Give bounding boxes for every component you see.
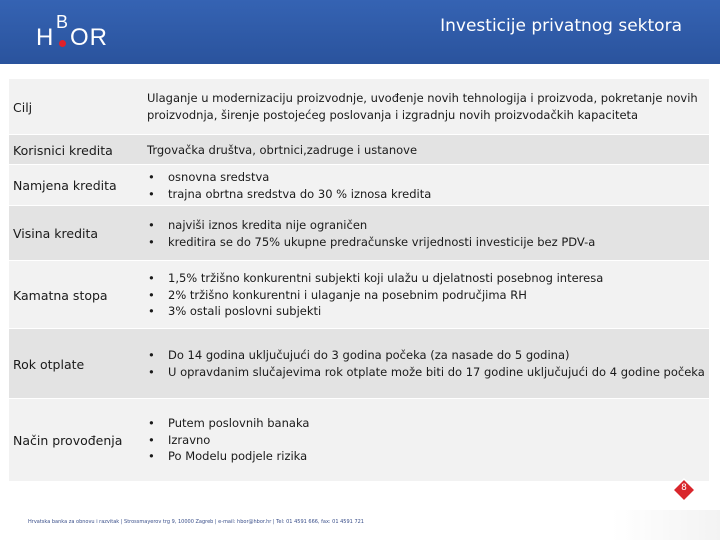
list-item-text: Izravno xyxy=(168,432,211,447)
list-item-text: 3% ostali poslovni subjekti xyxy=(168,304,322,319)
logo-red-dot xyxy=(59,40,66,47)
row-text: Ulaganje u modernizaciju proizvodnje, uvođenje novih tehnologija i proizvoda, pokretanje novih proizvodnja, širenje postojećeg poslovanja i izgradnju novih proizvodačkih kapaciteta xyxy=(147,91,698,122)
list-item xyxy=(146,217,709,234)
list-item xyxy=(146,364,709,381)
row-content xyxy=(146,329,709,399)
row-label: Rok otplate xyxy=(13,356,85,372)
bullet-mark: • xyxy=(148,186,155,201)
list-item xyxy=(146,347,709,364)
list-item xyxy=(146,432,709,449)
hbor-logo xyxy=(36,14,116,54)
row-content xyxy=(146,165,709,206)
footer-contact-text: Hrvatska banka za obnovu i razvitak | Strossmayerov trg 9, 10000 Zagreb | e-mail: hbor@hbor.hr | Tel: 01 4591 666, fax: 01 4591 721 xyxy=(28,519,364,525)
footer-bar xyxy=(0,510,720,540)
bullet-mark: • xyxy=(148,415,155,430)
table-row-rok xyxy=(9,328,709,399)
bullet-mark: • xyxy=(148,270,155,285)
bullet-mark: • xyxy=(148,234,155,249)
list-item xyxy=(146,287,709,304)
bullet-mark: • xyxy=(148,217,155,232)
table-row-namjena xyxy=(9,164,709,206)
list-item-text: Po Modelu podjele rizika xyxy=(168,449,308,464)
info-table xyxy=(9,78,709,480)
logo-letter-h: H xyxy=(36,24,55,51)
bullet-mark: • xyxy=(148,432,155,447)
bullet-mark: • xyxy=(148,304,155,319)
bullet-mark: • xyxy=(148,348,155,363)
slide-header xyxy=(0,0,720,64)
list-item-text: trajna obrtna sredstva do 30 % iznosa kredita xyxy=(168,186,432,201)
row-label: Kamatna stopa xyxy=(13,287,108,303)
row-text: Trgovačka društva, obrtnici,zadruge i ustanove xyxy=(147,142,418,157)
logo-letters-or: OR xyxy=(70,24,108,51)
list-item xyxy=(146,270,709,287)
list-item-text: 1,5% tržišno konkurentni subjekti koji ulažu u djelatnosti posebnog interesa xyxy=(168,270,604,285)
row-content xyxy=(146,135,709,165)
table-row-nacin xyxy=(9,398,709,481)
table-row-cilj xyxy=(9,78,709,135)
row-content xyxy=(146,79,709,135)
bullet-mark: • xyxy=(148,365,155,379)
table-row-visina xyxy=(9,205,709,261)
list-item xyxy=(146,234,709,251)
list-item xyxy=(146,303,709,320)
row-label: Visina kredita xyxy=(13,226,99,241)
list-item xyxy=(146,415,709,432)
list-item xyxy=(146,169,709,186)
row-label: Način provođenja xyxy=(13,432,123,448)
list-item-text: U opravdanim slučajevima rok otplate može biti do 17 godine uključujući do 4 godine počeka xyxy=(168,365,705,379)
row-label: Korisnici kredita xyxy=(13,142,113,158)
slide-title: Investicije privatnog sektora xyxy=(440,16,682,36)
bullet-mark: • xyxy=(148,449,155,464)
list-item-text: najviši iznos kredita nije ograničen xyxy=(168,217,368,232)
bullet-mark: • xyxy=(148,287,155,302)
row-content xyxy=(146,399,709,481)
page-number: 8 xyxy=(681,483,687,493)
row-content xyxy=(146,261,709,329)
row-content xyxy=(146,206,709,261)
list-item xyxy=(146,448,709,465)
list-item-text: kreditira se do 75% ukupne predračunske vrijednosti investicije bez PDV-a xyxy=(168,234,596,249)
list-item-text: Do 14 godina uključujući do 3 godina počeka (za nasade do 5 godina) xyxy=(168,348,570,363)
list-item-text: Putem poslovnih banaka xyxy=(168,415,310,430)
list-item-text: osnovna sredstva xyxy=(168,169,270,184)
list-item xyxy=(146,186,709,203)
bullet-mark: • xyxy=(148,169,155,184)
table-row-korisnici xyxy=(9,134,709,165)
list-item-text: 2% tržišno konkurentni i ulaganje na posebnim područjima RH xyxy=(168,287,527,302)
row-label: Namjena kredita xyxy=(13,178,117,193)
table-row-kamatna xyxy=(9,260,709,329)
logo-letter-b: B xyxy=(56,12,69,32)
row-label: Cilj xyxy=(13,99,33,115)
